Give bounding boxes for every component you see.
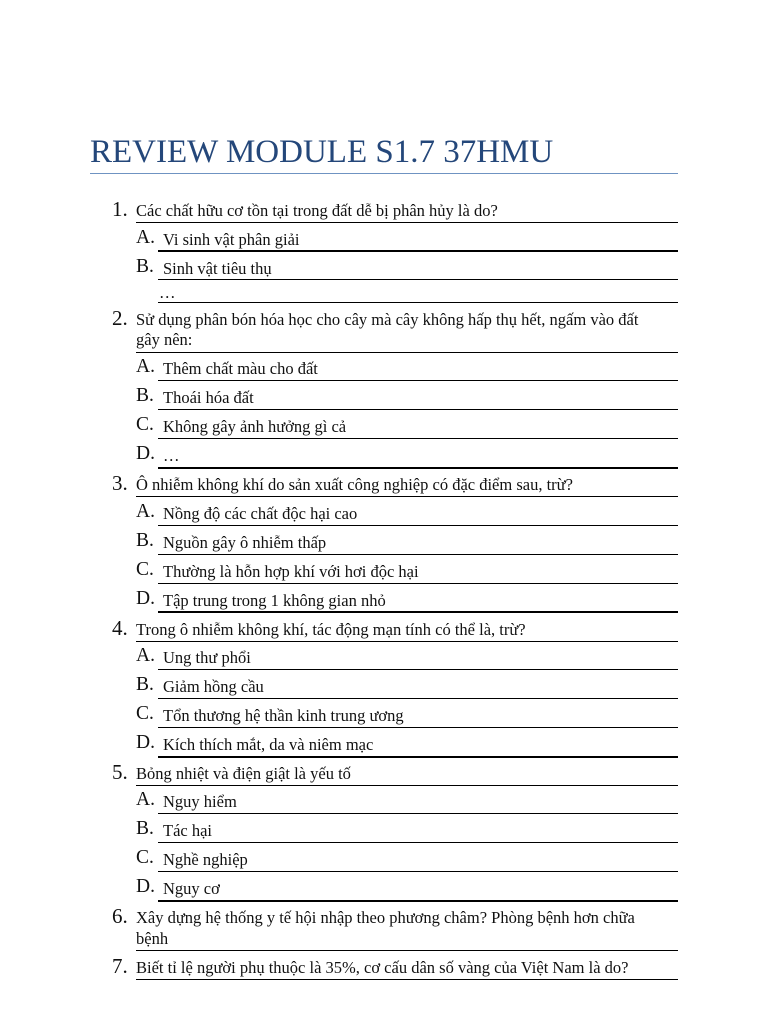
question-3-text: Ô nhiễm không khí do sản xuất công nghiệp có đặc điểm sau, trừ? <box>136 475 573 494</box>
answer-line <box>136 222 678 223</box>
answer-line <box>158 302 678 303</box>
question-2-option-b-letter: B. <box>136 385 154 406</box>
question-4-option-a-letter: A. <box>136 645 155 666</box>
question-2-number: 2. <box>112 306 128 330</box>
answer-line <box>158 669 678 670</box>
question-7-number: 7. <box>112 954 128 978</box>
question-1-option-b-text: Sinh vật tiêu thụ <box>163 259 272 278</box>
question-4-option-d-letter: D. <box>136 732 155 753</box>
question-6-text-line2: bệnh <box>136 929 169 948</box>
question-1-option-a-text: Vi sinh vật phân giải <box>163 230 300 249</box>
document-title: REVIEW MODULE S1.7 37HMU <box>90 134 554 170</box>
question-4-option-b-text: Giảm hồng cầu <box>163 677 264 696</box>
question-2-text-line1: Sử dụng phân bón hóa học cho cây mà cây không hấp thụ hết, ngấm vào đất <box>136 310 639 329</box>
answer-line <box>158 871 678 872</box>
question-5-option-a-text: Nguy hiểm <box>163 792 237 811</box>
question-2-option-d-letter: D. <box>136 443 155 464</box>
question-3-option-b-letter: B. <box>136 530 154 551</box>
question-2-option-b-text: Thoái hóa đất <box>163 388 254 407</box>
question-2-option-c-letter: C. <box>136 414 154 435</box>
answer-line <box>158 409 678 410</box>
question-4-number: 4. <box>112 616 128 640</box>
title-divider <box>90 173 678 174</box>
question-5-option-c-text: Nghề nghiệp <box>163 850 248 869</box>
question-3-option-d-letter: D. <box>136 588 155 609</box>
question-2-text-line2: gây nên: <box>136 330 193 349</box>
answer-line <box>158 583 678 584</box>
answer-line <box>158 698 678 699</box>
question-7-text: Biết tỉ lệ người phụ thuộc là 35%, cơ cấu dân số vàng của Việt Nam là do? <box>136 958 629 977</box>
answer-line <box>158 554 678 555</box>
answer-line <box>158 727 678 728</box>
question-1-option-a-letter: A. <box>136 227 155 248</box>
question-3-option-c-letter: C. <box>136 559 154 580</box>
answer-line <box>158 467 678 469</box>
answer-line <box>136 496 678 497</box>
question-5-option-b-letter: B. <box>136 818 154 839</box>
question-5-option-b-text: Tác hại <box>163 821 213 840</box>
answer-line <box>158 756 678 758</box>
question-1-text: Các chất hữu cơ tồn tại trong đất dễ bị phân hủy là do? <box>136 201 498 220</box>
question-2-option-a-text: Thêm chất màu cho đất <box>163 359 318 378</box>
answer-line <box>136 950 678 951</box>
answer-line <box>158 250 678 252</box>
question-4-option-a-text: Ung thư phổi <box>163 648 251 667</box>
answer-line <box>158 842 678 843</box>
question-1-option-b-letter: B. <box>136 256 154 277</box>
question-3-option-b-text: Nguồn gây ô nhiễm thấp <box>163 533 327 552</box>
question-4-option-c-text: Tổn thương hệ thần kinh trung ương <box>163 706 404 725</box>
question-4-option-b-letter: B. <box>136 674 154 695</box>
question-3-option-a-letter: A. <box>136 501 155 522</box>
question-2-option-c-text: Không gây ảnh hưởng gì cả <box>163 417 347 436</box>
question-6-number: 6. <box>112 904 128 928</box>
question-2-option-a-letter: A. <box>136 356 155 377</box>
question-4-text: Trong ô nhiễm không khí, tác động mạn tính có thể là, trừ? <box>136 620 526 639</box>
question-2-option-d-text: … <box>163 446 180 465</box>
question-5-text: Bỏng nhiệt và điện giật là yếu tố <box>136 764 351 783</box>
answer-line <box>158 438 678 439</box>
question-5-number: 5. <box>112 760 128 784</box>
question-3-number: 3. <box>112 471 128 495</box>
answer-line <box>136 352 678 353</box>
answer-line <box>158 525 678 526</box>
question-4-option-d-text: Kích thích mắt, da và niêm mạc <box>163 735 374 754</box>
answer-line <box>158 900 678 902</box>
answer-line <box>158 279 678 280</box>
answer-line <box>158 813 678 814</box>
question-5-option-d-text: Nguy cơ <box>163 879 220 898</box>
question-5-option-a-letter: A. <box>136 789 155 810</box>
answer-line <box>136 979 678 980</box>
answer-line <box>158 380 678 381</box>
question-5-option-d-letter: D. <box>136 876 155 897</box>
question-3-option-c-text: Thường là hỗn hợp khí với hơi độc hại <box>163 562 419 581</box>
question-4-option-c-letter: C. <box>136 703 154 724</box>
question-6-text-line1: Xây dựng hệ thống y tế hội nhập theo phương châm? Phòng bệnh hơn chữa <box>136 908 635 927</box>
question-1-number: 1. <box>112 197 128 221</box>
answer-line <box>136 641 678 642</box>
answer-line <box>136 785 678 786</box>
question-3-option-a-text: Nồng độ các chất độc hại cao <box>163 504 358 523</box>
question-3-option-d-text: Tập trung trong 1 không gian nhỏ <box>163 591 386 610</box>
answer-line <box>158 611 678 613</box>
question-5-option-c-letter: C. <box>136 847 154 868</box>
question-1-option-ellipsis: … <box>159 283 176 302</box>
